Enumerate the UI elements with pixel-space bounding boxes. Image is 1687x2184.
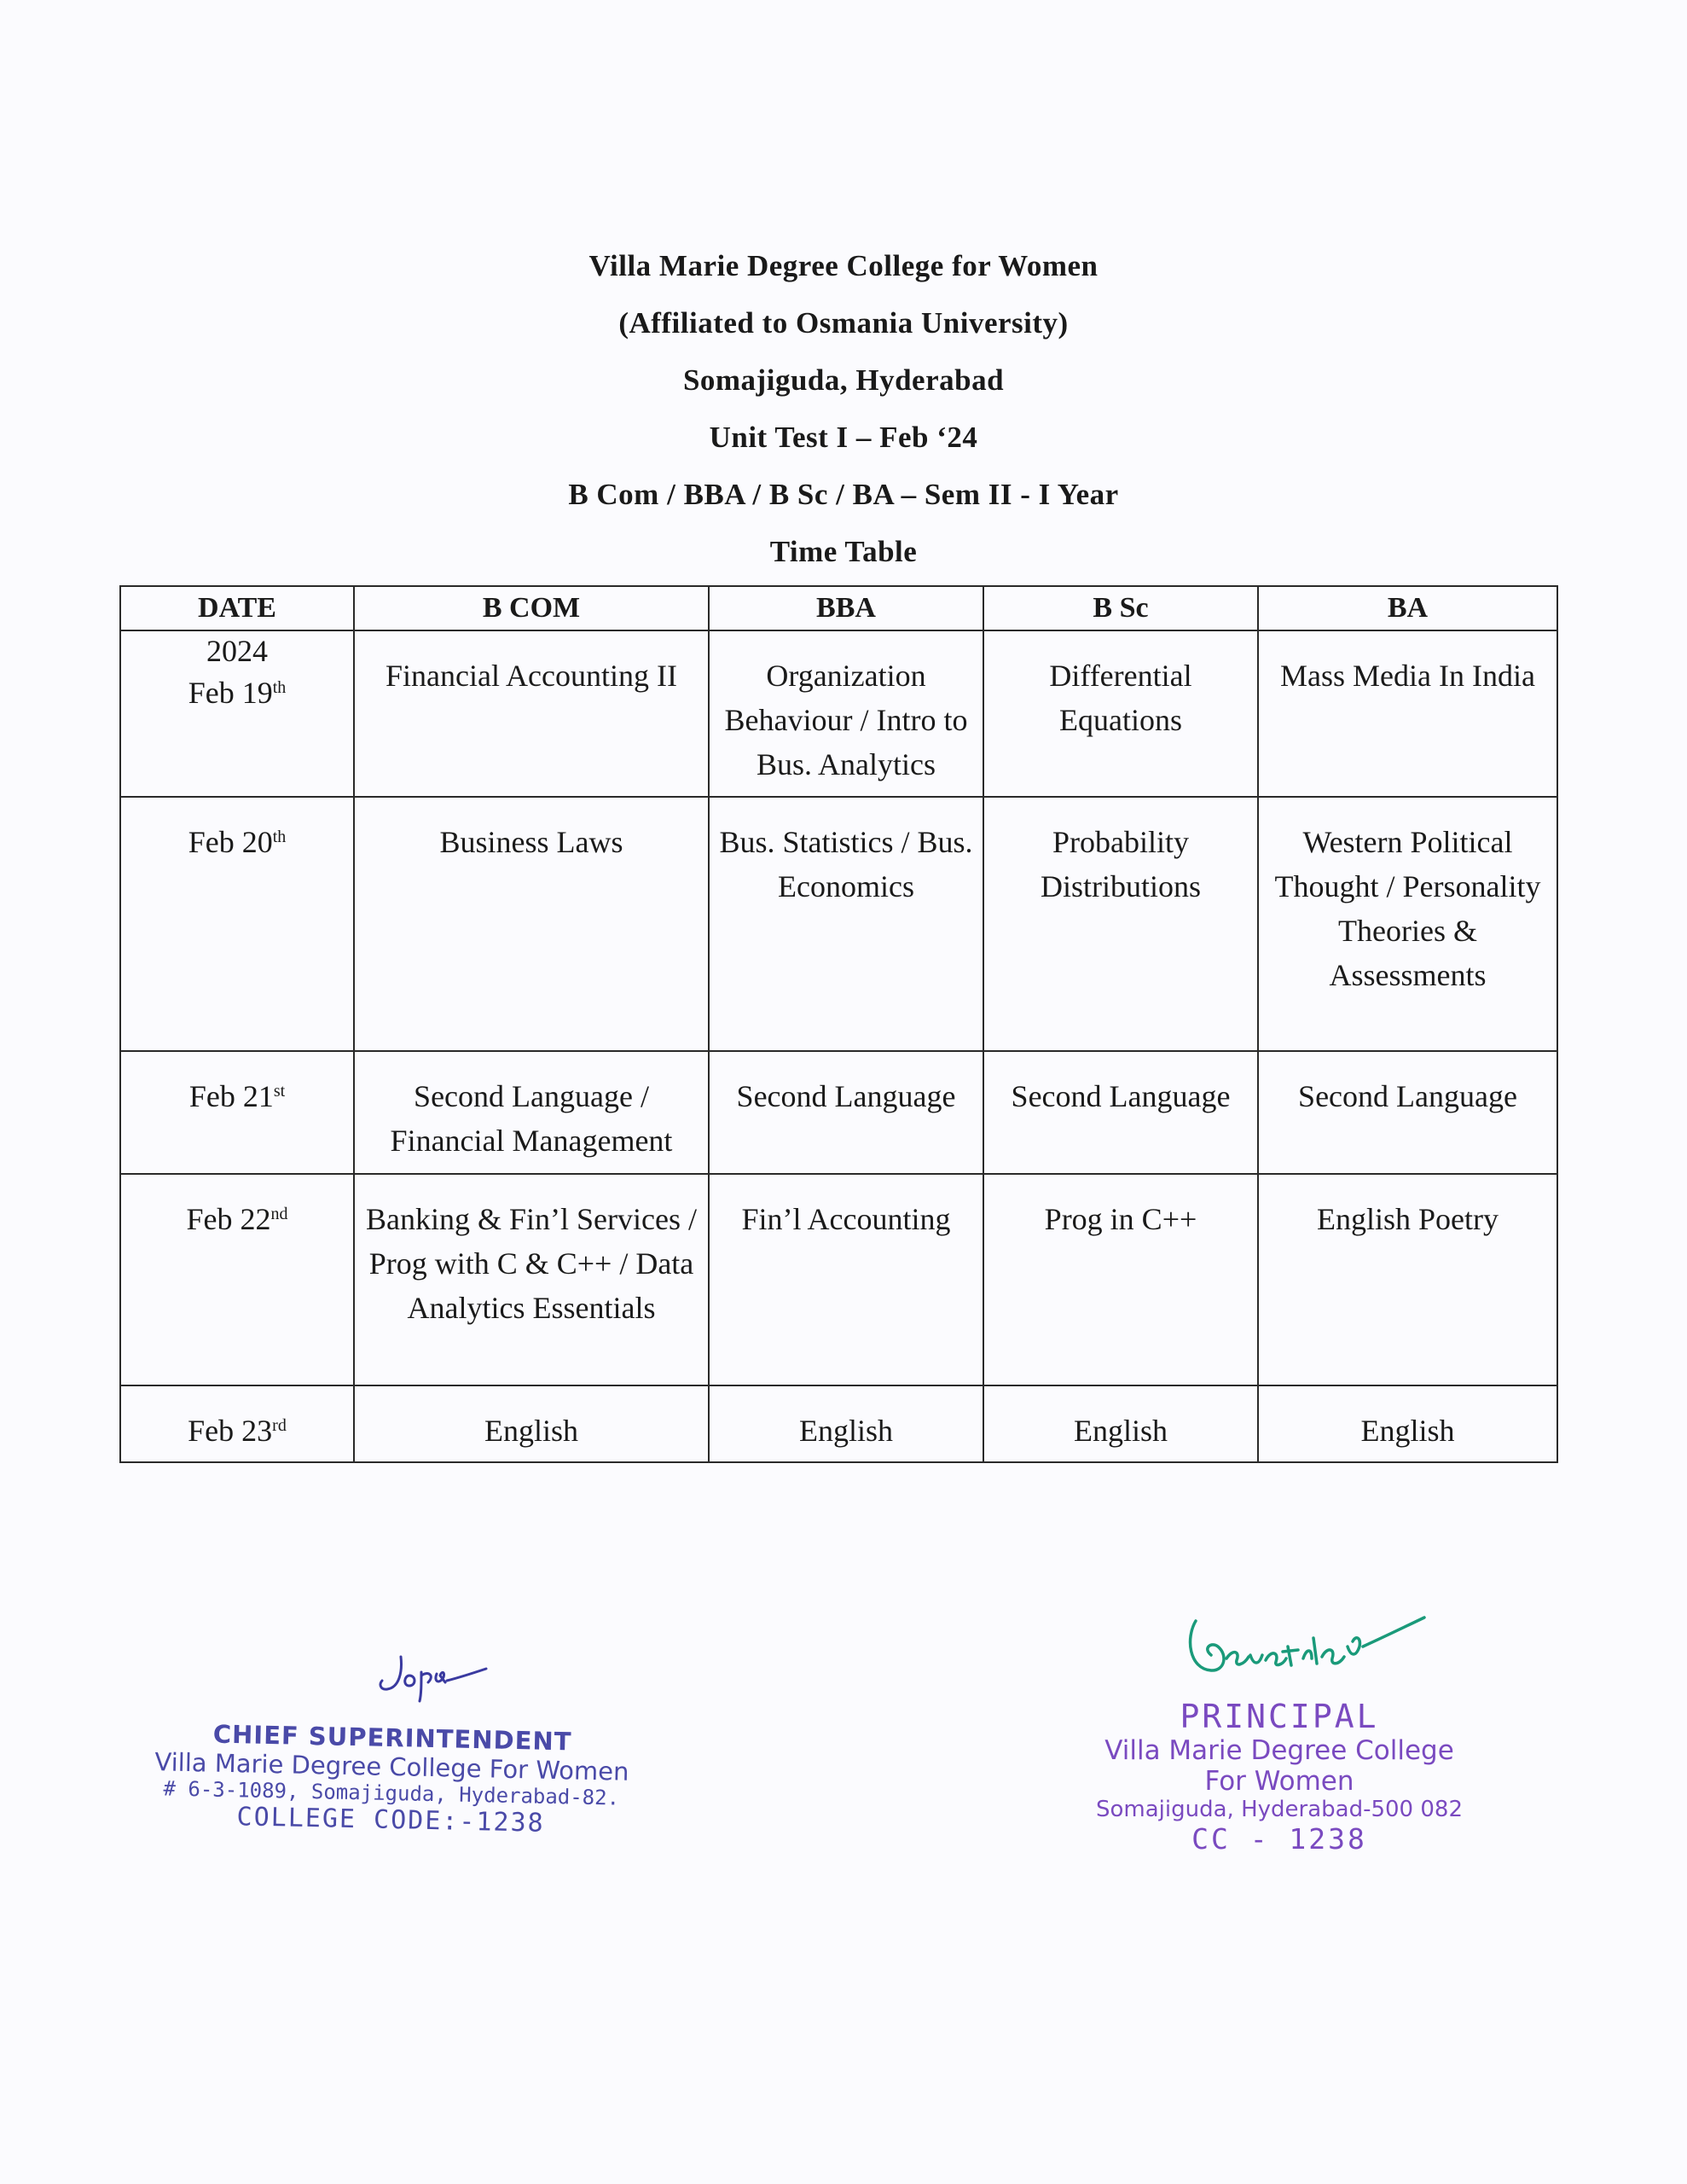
date-text: Feb 20 xyxy=(188,825,273,859)
col-header-bsc: B Sc xyxy=(983,586,1258,630)
date-cell xyxy=(120,630,354,797)
date-suffix: th xyxy=(272,828,287,846)
stamp-left-college: Villa Marie Degree College For Women xyxy=(154,1747,629,1786)
table-row xyxy=(120,797,1557,1051)
ba-cell: Mass Media In India xyxy=(1258,630,1557,797)
college-name: Villa Marie Degree College for Women xyxy=(588,249,1099,282)
bsc-cell: Second Language xyxy=(983,1051,1258,1174)
bsc-cell: Differential Equations xyxy=(983,630,1258,797)
date-suffix: st xyxy=(273,1082,286,1101)
bcom-cell: Banking & Fin’l Services / Prog with C & C++ / Data Analytics Essentials xyxy=(354,1174,709,1385)
affiliation: (Affiliated to Osmania University) xyxy=(618,306,1069,340)
bba-cell: Fin’l Accounting xyxy=(709,1174,983,1385)
year-label: 2024 xyxy=(206,634,268,668)
table-row xyxy=(120,630,1557,797)
stamp-left-address: # 6-3-1089, Somajiguda, Hyderabad-82. xyxy=(163,1776,620,1810)
date-cell xyxy=(120,1051,354,1174)
ba-cell: English xyxy=(1258,1385,1557,1462)
doc-title: Time Table xyxy=(769,535,918,568)
col-header-bba: BBA xyxy=(709,586,983,630)
bcom-cell: Financial Accounting II xyxy=(354,630,709,797)
stamp-left-title: CHIEF SUPERINTENDENT xyxy=(212,1719,572,1757)
bsc-cell: Probability Distributions xyxy=(983,797,1258,1051)
stamp-right-college: Villa Marie Degree College xyxy=(1104,1735,1454,1766)
bba-cell: Second Language xyxy=(709,1051,983,1174)
stamp-right-women: For Women xyxy=(1204,1766,1354,1797)
ba-cell: Second Language xyxy=(1258,1051,1557,1174)
timetable xyxy=(119,585,1558,1463)
ba-cell: Western Political Thought / Personality Theories & Assessments xyxy=(1258,797,1557,1051)
date-text: Feb 19 xyxy=(188,676,273,710)
date-cell xyxy=(120,797,354,1051)
bsc-cell: English xyxy=(983,1385,1258,1462)
bcom-cell: English xyxy=(354,1385,709,1462)
bsc-cell: Prog in C++ xyxy=(983,1174,1258,1385)
bba-cell: English xyxy=(709,1385,983,1462)
date-suffix: nd xyxy=(270,1205,288,1223)
document-header xyxy=(0,237,1687,580)
location: Somajiguda, Hyderabad xyxy=(682,363,1005,397)
courses-line: B Com / BBA / B Sc / BA – Sem II - I Year xyxy=(568,478,1119,511)
bcom-cell: Second Language / Financial Management xyxy=(354,1051,709,1174)
exam-title: Unit Test I – Feb ‘24 xyxy=(709,421,978,454)
bcom-cell: Business Laws xyxy=(354,797,709,1051)
stamp-left-code: COLLEGE CODE:-1238 xyxy=(236,1802,546,1838)
stamp-right-address: Somajiguda, Hyderabad-500 082 xyxy=(1096,1797,1463,1822)
col-header-bcom: B COM xyxy=(354,586,709,630)
table-row xyxy=(120,1385,1557,1462)
date-cell xyxy=(120,1385,354,1462)
date-text: Feb 21 xyxy=(188,1079,274,1113)
stamp-right-code: CC - 1238 xyxy=(1191,1822,1367,1856)
col-header-ba: BA xyxy=(1258,586,1557,630)
table-row xyxy=(120,1174,1557,1385)
date-suffix: rd xyxy=(272,1416,287,1435)
date-cell xyxy=(120,1174,354,1385)
chief-superintendent-stamp xyxy=(152,1650,633,1840)
date-text: Feb 22 xyxy=(186,1202,271,1236)
table-row xyxy=(120,1051,1557,1174)
date-text: Feb 23 xyxy=(188,1414,273,1448)
bba-cell: Bus. Statistics / Bus. Economics xyxy=(709,797,983,1051)
date-suffix: th xyxy=(272,678,287,697)
ba-cell: English Poetry xyxy=(1258,1174,1557,1385)
col-header-date: DATE xyxy=(120,586,354,630)
principal-stamp xyxy=(1023,1604,1535,1856)
bba-cell: Organization Behaviour / Intro to Bus. Analytics xyxy=(709,630,983,797)
stamp-right-title: PRINCIPAL xyxy=(1180,1698,1379,1735)
table-header-row xyxy=(120,586,1557,630)
